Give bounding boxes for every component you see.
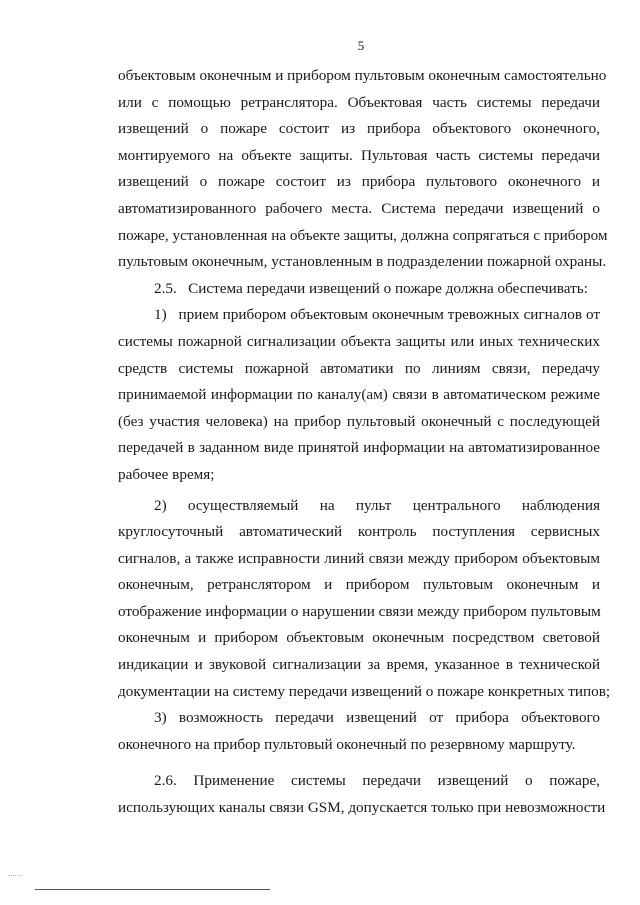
text-line: пожаре, установленная на объекте защиты, должна сопрягаться с прибором (118, 226, 608, 244)
text-line: 3) возможность передачи извещений от прибора объектового (154, 709, 600, 727)
text-line: или с помощью ретранслятора. Объектовая часть системы передачи (118, 93, 600, 111)
clause-2-5 (118, 276, 600, 303)
text-line: сигналов, а также исправности линий связи между прибором объектовым (118, 549, 600, 567)
text-line: индикации и звуковой сигнализации за время, указанное в технической (118, 656, 600, 674)
text-line: оконечного на прибор пультовый оконечный по резервному маршруту. (118, 735, 576, 753)
text-line: монтируемого на объекте защиты. Пультовая часть системы передачи (118, 146, 600, 164)
text-line: передачей в заданном виде принятой информации на автоматизированное (118, 439, 600, 457)
scan-artifact (8, 875, 22, 876)
footer-rule (35, 889, 270, 890)
text-line: принимаемой информации по каналу(ам) связи в автоматическом режиме (118, 386, 600, 404)
list-item-2 (118, 493, 611, 706)
text-line: 2.6. Применение системы передачи извещений о пожаре, (154, 772, 600, 790)
clause-2-6 (118, 768, 606, 821)
text-line: извещений о пожаре состоит из прибора пультового оконечного и (118, 173, 600, 191)
text-line: использующих каналы связи GSM, допускается только при невозможности (118, 799, 606, 817)
text-line: оконечным, ретранслятором и прибором пультовым оконечным и (118, 576, 600, 594)
text-line: средств системы пожарной автоматики по линиям связи, передачу (118, 359, 600, 377)
text-line: 2) осуществляемый на пульт центрального наблюдения (154, 496, 600, 514)
document-body (118, 63, 611, 822)
page-number: 5 (357, 38, 365, 53)
text-line: 1) прием прибором объектовым оконечным тревожных сигналов от (154, 306, 600, 324)
text-line: объектовым оконечным и прибором пультовым оконечным самостоятельно (118, 67, 607, 84)
text-line: отображение информации о нарушении связи между прибором пультовым (118, 602, 601, 620)
text-line: системы пожарной сигнализации объекта защиты или иных технических (118, 332, 600, 350)
text-line: автоматизированного рабочего места. Система передачи извещений о (118, 199, 600, 217)
text-line: пультовым оконечным, установленным в подразделении пожарной охраны. (118, 253, 607, 271)
list-item-3 (118, 705, 600, 758)
text-line: оконечным и прибором объектовым оконечным посредством световой (118, 629, 600, 647)
text-line: извещений о пожаре состоит из прибора объектового оконечного, (118, 120, 600, 138)
text-line: круглосуточный автоматический контроль поступления сервисных (118, 523, 600, 541)
list-item-1 (118, 302, 600, 488)
text-line: 2.5. Система передачи извещений о пожаре должна обеспечивать: (154, 279, 588, 297)
text-line: документации на систему передачи извещений о пожаре конкретных типов; (118, 682, 611, 700)
paragraph-continuation (118, 63, 608, 276)
text-line: рабочее время; (118, 465, 215, 483)
text-line: (без участия человека) на прибор пультовый оконечный с последующей (118, 412, 600, 430)
